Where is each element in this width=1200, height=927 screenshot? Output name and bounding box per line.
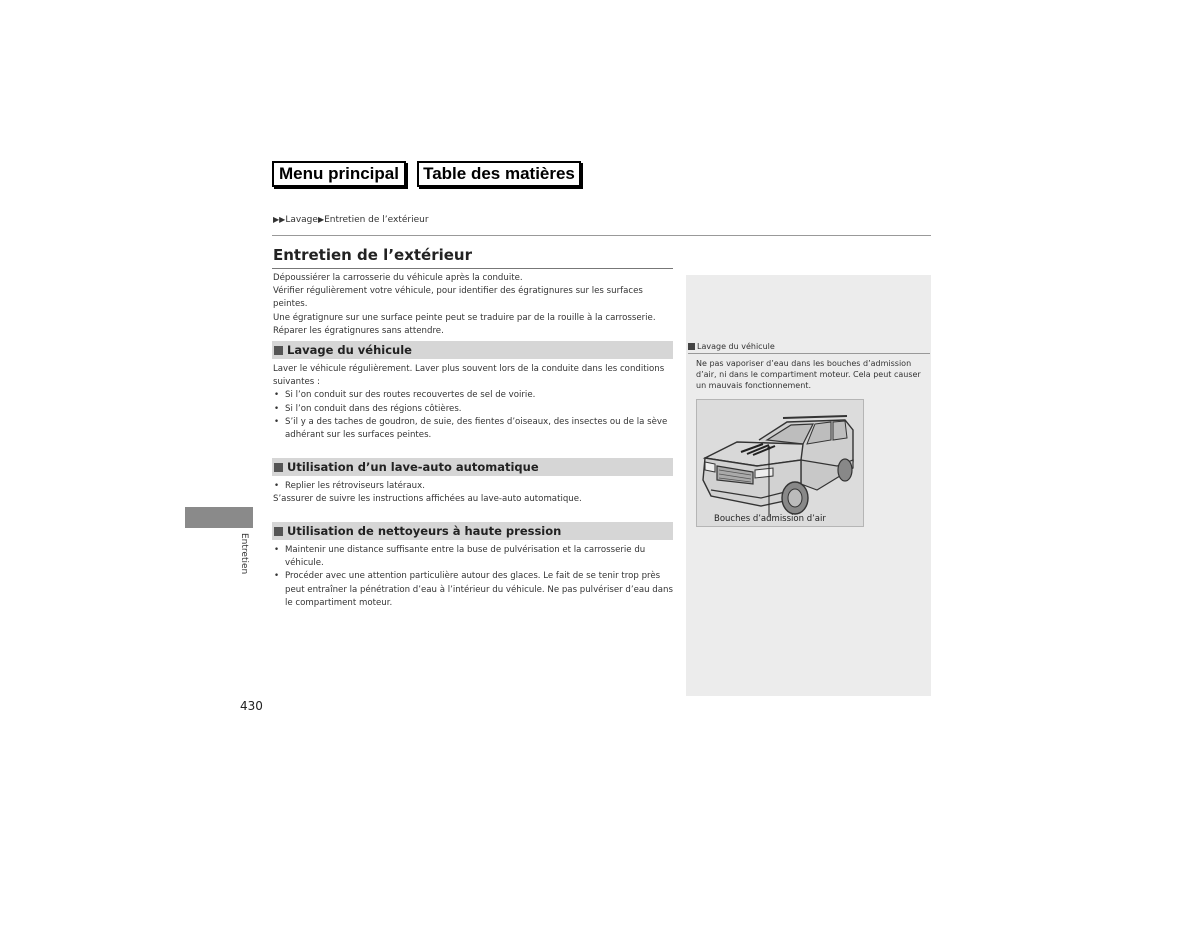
table-des-matieres-button[interactable]: Table des matières — [417, 161, 581, 187]
figure-caption: Bouches d’admission d’air — [714, 514, 826, 524]
list-item-text: Si l’on conduit dans des régions côtières. — [285, 403, 462, 414]
section-body-lave-auto — [273, 480, 675, 506]
section-heading-text: Utilisation d’un lave-auto automatique — [287, 460, 539, 474]
breadcrumb-arrows: ▶▶ — [273, 215, 286, 224]
bullet-icon: • — [274, 390, 280, 401]
list-item-text: S’il y a des taches de goudron, de suie, des fientes d’oiseaux, des insectes ou de la sève adhérant sur les surfaces peintes. — [285, 416, 668, 441]
section-marker-icon — [274, 346, 283, 355]
chapter-label: Entretien — [239, 533, 249, 575]
note-title — [688, 342, 775, 351]
list-item-text: Si l’on conduit sur des routes recouvertes de sel de voirie. — [285, 390, 536, 401]
breadcrumb-separator: ▶ — [317, 215, 325, 224]
list-item — [273, 570, 675, 610]
intro-text — [273, 272, 675, 338]
page-number: 430 — [240, 699, 263, 713]
intro-line: Vérifier régulièrement votre véhicule, pour identifier des égratignures sur les surfaces peintes. — [273, 286, 643, 310]
page-title: Entretien de l’extérieur — [273, 246, 473, 264]
note-rule — [688, 353, 930, 354]
breadcrumb-section-link[interactable]: Lavage — [285, 215, 318, 225]
bullet-icon: • — [274, 545, 280, 555]
breadcrumb — [273, 215, 429, 225]
bullet-icon: • — [274, 403, 280, 414]
list-item — [273, 403, 675, 416]
chapter-tab[interactable] — [185, 507, 253, 528]
list-item-text: Procéder avec une attention particulière autour des glaces. Le fait de se tenir trop près peut entraîner la pénétration d’eau à l’intérieur du véhicule. Ne pas pulvériser d’eau dans le compartiment moteur. — [285, 571, 673, 608]
bullet-icon: • — [274, 416, 280, 427]
header-rule — [272, 235, 931, 236]
list-item-text: Maintenir une distance suffisante entre la buse de pulvérisation et la carrosserie du véhicule. — [285, 545, 646, 569]
section-heading-lave-auto — [272, 458, 673, 476]
list-item — [273, 480, 675, 493]
intro-line: Réparer les égratignures sans attendre. — [273, 325, 444, 336]
section-text: Laver le véhicule régulièrement. Laver plus souvent lors de la conduite dans les conditions suivantes : — [273, 364, 665, 388]
list-item — [273, 416, 675, 442]
suv-illustration — [696, 399, 864, 527]
section-marker-icon — [274, 527, 283, 536]
list-item — [273, 544, 675, 570]
bullet-icon: • — [274, 571, 280, 582]
bullet-icon: • — [274, 481, 280, 491]
intro-line: Dépoussiérer la carrosserie du véhicule après la conduite. — [273, 273, 523, 283]
section-text: S’assurer de suivre les instructions affichées au lave-auto automatique. — [273, 494, 582, 505]
section-marker-icon — [274, 463, 283, 472]
intro-line: Une égratignure sur une surface peinte peut se traduire par de la rouille à la carrosserie. — [273, 312, 656, 323]
list-item-text: Replier les rétroviseurs latéraux. — [285, 481, 425, 491]
suv-drawing — [697, 400, 863, 526]
note-icon — [688, 343, 695, 350]
section-body-haute-pression — [273, 544, 675, 610]
section-heading-text: Utilisation de nettoyeurs à haute pression — [287, 524, 562, 538]
breadcrumb-current: Entretien de l’extérieur — [324, 215, 429, 225]
menu-principal-button[interactable]: Menu principal — [272, 161, 406, 187]
title-rule — [272, 268, 673, 269]
note-text: Ne pas vaporiser d’eau dans les bouches d’admission d’air, ni dans le compartiment moteur. Cela peut causer un mauvais fonctionnement. — [696, 359, 921, 390]
section-heading-text: Lavage du véhicule — [287, 343, 412, 357]
section-body-lavage — [273, 363, 675, 442]
section-heading-lavage — [272, 341, 673, 359]
section-heading-haute-pression — [272, 522, 673, 540]
note-title-text: Lavage du véhicule — [697, 342, 775, 351]
list-item — [273, 389, 675, 402]
